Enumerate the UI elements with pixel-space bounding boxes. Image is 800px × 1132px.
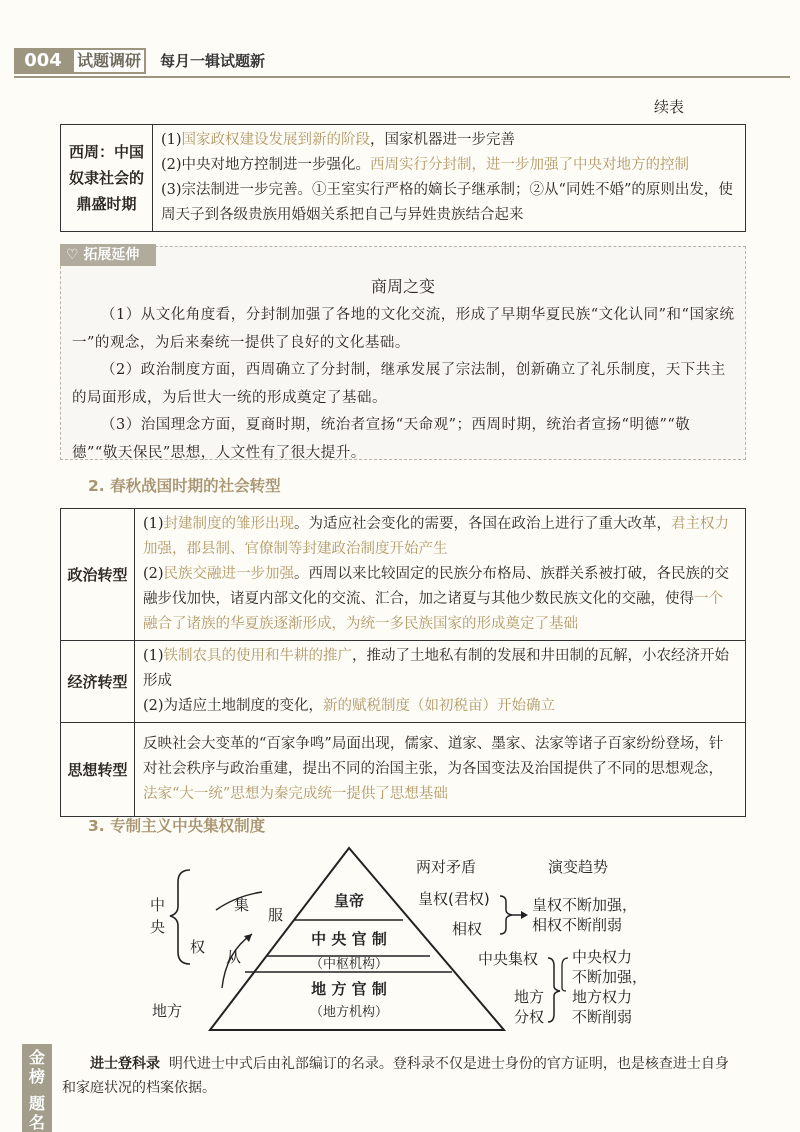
contradictions-heading: 两对矛盾	[416, 858, 477, 876]
header-rule	[14, 76, 790, 78]
row-label: 政治转型	[67, 565, 128, 584]
line-prefix: (3)	[161, 182, 182, 198]
cong-label: 从	[226, 948, 242, 966]
line-text: ，国家机器进一步完善	[370, 132, 516, 148]
central-label-2: 央	[150, 918, 166, 936]
transition-table	[60, 508, 746, 817]
central-sub-label: （中枢机构）	[309, 957, 389, 972]
line-prefix: (1)	[161, 132, 182, 148]
centralization-label: 中央集权	[478, 950, 539, 968]
trend2-line1: 中央权力	[572, 948, 633, 966]
line-text: 中央对地方控制进一步强化。	[181, 157, 371, 173]
row-text: 。西周以来比较固定的民族分布格局、族群关系被打破，各民族的交融步伐加快，诸夏内部文化的交流、汇合，加之诸夏与其他少数民族文化的交融，使得	[143, 566, 730, 607]
table1-content	[153, 125, 746, 232]
highlight-text: 西周实行分封制，进一步加强了中央对地方的控制	[370, 157, 690, 173]
quan-label: 权	[190, 938, 206, 956]
trend1-arrow-head	[521, 911, 528, 919]
central-brace	[170, 870, 190, 964]
glossary-text: 明代进士中式后由礼部编订的名录。登科录不仅是进士身份的官方证明，也是核查进士自身和家庭状况的档案依据。	[62, 1056, 729, 1096]
trend1-line1: 皇权不断加强，	[532, 896, 638, 914]
row-text: (2)	[143, 566, 164, 582]
centralization-diagram	[0, 840, 800, 1050]
trends-heading: 演变趋势	[548, 858, 609, 876]
local-side-label: 地方	[514, 988, 545, 1006]
trend2-line4: 不断削弱	[572, 1008, 633, 1026]
arrow-up-head	[244, 934, 252, 942]
row-label-cell	[61, 723, 135, 817]
table1-label-cell	[61, 125, 153, 232]
continued-label: 续表	[654, 98, 685, 116]
header-subtitle: 每月一辑试题新	[160, 52, 266, 70]
extension-tag: ♡ 拓展延伸	[60, 244, 156, 266]
table1-line	[161, 178, 737, 228]
highlight-text: 铁制农具的使用和牛耕的推广	[163, 648, 353, 664]
row-content	[135, 641, 746, 723]
minister-brace	[500, 896, 512, 934]
extension-paragraph: （2）政治制度方面，西周确立了分封制，继承发展了宗法制，创新确立了礼乐制度，天下共主的局面形成，为后世大一统的形成奠定了基础。	[72, 362, 726, 406]
row-label-cell	[61, 509, 135, 641]
highlight-text: 民族交融进一步加强	[163, 566, 295, 582]
row-text: (1)	[143, 648, 164, 664]
highlight-text: 君主权力加强，郡县制、官僚制等封建政治制度开始产生	[143, 516, 730, 557]
local-officials-label: 地 方 官 制	[311, 980, 387, 998]
section3-heading: 3. 专制主义中央集权制度	[88, 817, 266, 835]
row-label-cell	[61, 641, 135, 723]
row-label: 思想转型	[67, 760, 128, 779]
sidebar-badge-bottom: 题名	[22, 1090, 52, 1132]
imperial-power-label: 皇权(君权)	[418, 890, 490, 908]
minister-power-label: 相权	[452, 920, 483, 938]
glossary	[62, 1052, 742, 1100]
highlight-text: 国家政权建设发展到新的阶段	[181, 132, 371, 148]
central-label-1: 中	[150, 896, 166, 914]
local-sub-label: （地方机构）	[309, 1005, 389, 1020]
row-text: (2)为适应土地制度的变化，	[143, 698, 324, 714]
row-content	[135, 723, 746, 817]
central-officials-label: 中 央 官 制	[311, 930, 387, 948]
extension-title: 商周之变	[370, 277, 435, 296]
local-label: 地方	[152, 1002, 183, 1020]
section-tag: 试题调研	[72, 48, 146, 74]
row-text: 反映社会大变革的“百家争鸣”局面出现，儒家、道家、墨家、法家等诸子百家纷纷登场，针对社会秩序与政治重建，提出不同的治国主张，为各国变法及治国提供了不同的思想观念，	[143, 736, 724, 777]
ji-label: 集	[234, 896, 250, 914]
line-text: 宗法制进一步完善。①王室实行严格的嫡长子继承制；②从“同姓不婚”的原则出发，使周天子到各级贵族用婚姻关系把自己与异姓贵族结合起来	[161, 182, 733, 223]
trend2-line2: 不断加强，	[572, 968, 648, 986]
emperor-label: 皇帝	[333, 892, 365, 910]
power-brace	[548, 958, 560, 1022]
row-text: 。为适应社会变化的需要，各国在政治上进行了重大改革，	[294, 516, 672, 532]
page-number: 004	[14, 48, 72, 74]
row-text: (1)	[143, 516, 164, 532]
section2-heading: 2. 春秋战国时期的社会转型	[88, 477, 281, 495]
extension-paragraph: （1）从文化角度看，分封制加强了各地的文化交流，形成了早期华夏民族“文化认同”和“国家统一”的观念，为后来秦统一提供了良好的文化基础。	[72, 307, 735, 351]
highlight-text: 新的赋税制度（如初税亩）开始确立	[323, 698, 556, 714]
row-content	[135, 509, 746, 641]
glossary-term: 进士登科录	[90, 1056, 160, 1072]
western-zhou-table	[60, 124, 746, 232]
table1-line	[161, 128, 737, 153]
table1-label: 西周：中国奴隶社会的鼎盛时期	[68, 143, 144, 213]
fu-label: 服	[268, 906, 284, 924]
trend1-line2: 相权不断削弱	[532, 916, 623, 934]
highlight-text: 法家“大一统”思想为秦完成统一提供了思想基础	[143, 786, 448, 802]
extension-paragraph: （3）治国理念方面，夏商时期，统治者宣扬“天命观”；西周时期，统治者宣扬“明德”“敬德”“敬天保民”思想，人文性有了很大提升。	[72, 417, 691, 461]
table1-line	[161, 153, 737, 178]
line-prefix: (2)	[161, 157, 182, 173]
trend2-line3: 地方权力	[572, 988, 633, 1006]
highlight-text: 一个融合了诸族的华夏族逐渐形成，为统一多民族国家的形成奠定了基础	[143, 591, 723, 632]
sidebar-badge-top: 金榜	[22, 1044, 52, 1090]
extension-tag-text: 拓展延伸	[83, 247, 140, 263]
row-label: 经济转型	[67, 672, 128, 691]
fenquan-label: 分权	[514, 1008, 545, 1026]
trend2-brace	[562, 958, 568, 991]
highlight-text: 封建制度的雏形出现	[163, 516, 295, 532]
row-text: ，推动了土地私有制的发展和井田制的瓦解，小农经济开始形成	[143, 648, 730, 689]
